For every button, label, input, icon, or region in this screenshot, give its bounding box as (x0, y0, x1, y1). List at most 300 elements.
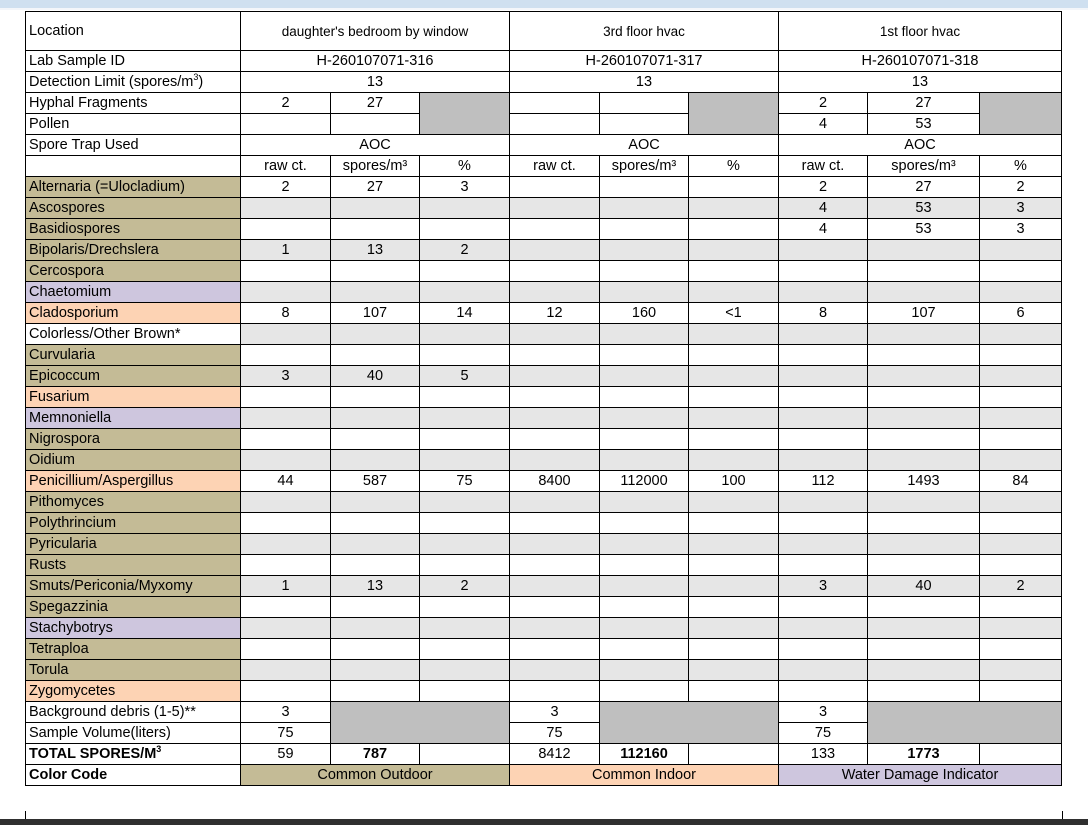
species-value (779, 513, 868, 534)
sample-3-debris: 3 (779, 702, 868, 723)
species-value (980, 618, 1062, 639)
sample-1-debris: 3 (241, 702, 331, 723)
species-value (600, 513, 689, 534)
species-value: 14 (420, 303, 510, 324)
species-value (241, 555, 331, 576)
species-value (868, 660, 980, 681)
species-value (600, 282, 689, 303)
table-row (26, 240, 1062, 261)
sample-1-pct-header: % (420, 156, 510, 177)
species-value (980, 324, 1062, 345)
species-value (868, 261, 980, 282)
species-value: 27 (331, 177, 420, 198)
species-value (779, 429, 868, 450)
species-value (868, 681, 980, 702)
species-name: Oidium (26, 450, 241, 471)
species-value (510, 597, 600, 618)
species-value (868, 429, 980, 450)
species-value (600, 555, 689, 576)
species-value: 107 (331, 303, 420, 324)
top-window-bar-highlight (0, 8, 1088, 10)
species-value (331, 618, 420, 639)
species-value (420, 639, 510, 660)
species-value: 27 (868, 177, 980, 198)
species-value: 107 (868, 303, 980, 324)
top-window-bar (0, 0, 1088, 8)
species-value (980, 408, 1062, 429)
table-row (26, 177, 1062, 198)
species-value (331, 660, 420, 681)
sample-2-total-raw: 8412 (510, 744, 600, 765)
species-name: Tetraploa (26, 639, 241, 660)
species-value (241, 492, 331, 513)
table-row (26, 282, 1062, 303)
species-value (868, 387, 980, 408)
species-value (600, 639, 689, 660)
table-row (26, 534, 1062, 555)
species-value (689, 366, 779, 387)
species-value: 2 (420, 576, 510, 597)
species-value: 2 (420, 240, 510, 261)
species-value (420, 618, 510, 639)
species-value (510, 345, 600, 366)
species-value: 2 (980, 177, 1062, 198)
species-value (689, 240, 779, 261)
species-name: Ascospores (26, 198, 241, 219)
species-value (241, 429, 331, 450)
species-value (779, 366, 868, 387)
sample-2-lab-id: H-260107071-317 (510, 51, 779, 72)
species-value: 53 (868, 198, 980, 219)
species-value (241, 660, 331, 681)
species-name: Smuts/Periconia/Myxomy (26, 576, 241, 597)
species-value (779, 408, 868, 429)
species-value (868, 408, 980, 429)
sample-3-detection-limit: 13 (779, 72, 1062, 93)
species-value: 1493 (868, 471, 980, 492)
legend-water-damage-indicator: Water Damage Indicator (779, 765, 1062, 786)
sample-3-pct-header: % (980, 156, 1062, 177)
sample-1-hyphal-blank (420, 93, 510, 135)
species-value: 40 (331, 366, 420, 387)
sample-1-lab-id: H-260107071-316 (241, 51, 510, 72)
species-value (689, 660, 779, 681)
species-value (600, 576, 689, 597)
legend-common-indoor: Common Indoor (510, 765, 779, 786)
species-value (420, 597, 510, 618)
species-value (868, 555, 980, 576)
species-value (331, 513, 420, 534)
table-row (26, 471, 1062, 492)
species-value (980, 681, 1062, 702)
species-name: Polythrincium (26, 513, 241, 534)
table-row (26, 429, 1062, 450)
species-value (779, 534, 868, 555)
total-spores-label: TOTAL SPORES/$M^3$ (26, 744, 241, 765)
sample-2-debris: 3 (510, 702, 600, 723)
legend-common-outdoor: Common Outdoor (241, 765, 510, 786)
species-value (420, 282, 510, 303)
species-value (600, 618, 689, 639)
species-value (510, 429, 600, 450)
species-value (868, 282, 980, 303)
species-value (241, 198, 331, 219)
species-value (241, 597, 331, 618)
species-value (980, 492, 1062, 513)
species-value (980, 387, 1062, 408)
species-value (689, 429, 779, 450)
sample-2-debris-blank (600, 702, 779, 744)
spore-trap-label: Spore Trap Used (26, 135, 241, 156)
species-value: 4 (779, 219, 868, 240)
species-value: 13 (331, 576, 420, 597)
species-value: 53 (868, 219, 980, 240)
species-value (980, 240, 1062, 261)
species-value (331, 597, 420, 618)
table-row (26, 450, 1062, 471)
background-debris-row (26, 702, 1062, 723)
species-value (600, 681, 689, 702)
species-value (510, 219, 600, 240)
species-value (868, 597, 980, 618)
sample-2-total-spores: 112160 (600, 744, 689, 765)
species-value (331, 219, 420, 240)
species-value: <1 (689, 303, 779, 324)
species-value (510, 534, 600, 555)
table-row (26, 303, 1062, 324)
species-value (779, 261, 868, 282)
table-row (26, 324, 1062, 345)
species-value (510, 198, 600, 219)
sample-2-location: 3rd floor hvac (510, 12, 779, 51)
spore-trap-row (26, 135, 1062, 156)
species-value (331, 492, 420, 513)
table-row (26, 681, 1062, 702)
table-row (26, 597, 1062, 618)
species-value (868, 618, 980, 639)
hyphal-fragments-row (26, 93, 1062, 114)
species-value (689, 681, 779, 702)
color-code-row (26, 765, 1062, 786)
species-value (868, 639, 980, 660)
species-name: Epicoccum (26, 366, 241, 387)
species-value (420, 198, 510, 219)
sample-1-detection-limit: 13 (241, 72, 510, 93)
species-value (331, 261, 420, 282)
species-value (420, 555, 510, 576)
species-name: Basidiospores (26, 219, 241, 240)
species-value (779, 345, 868, 366)
species-value (689, 198, 779, 219)
species-value (420, 408, 510, 429)
sample-2-pollen-raw (510, 114, 600, 135)
species-value: 13 (331, 240, 420, 261)
sample-3-pollen-spores: 53 (868, 114, 980, 135)
species-value (420, 345, 510, 366)
sample-1-pollen-spores (331, 114, 420, 135)
sample-1-total-blank (420, 744, 510, 765)
species-value (689, 513, 779, 534)
sample-3-debris-blank (868, 702, 1062, 744)
sample-1-volume: 75 (241, 723, 331, 744)
species-name: Pyricularia (26, 534, 241, 555)
species-value: 100 (689, 471, 779, 492)
species-value (241, 450, 331, 471)
species-value (779, 660, 868, 681)
species-value (980, 429, 1062, 450)
location-label: Location (26, 12, 241, 51)
species-name: Memnoniella (26, 408, 241, 429)
species-value (600, 198, 689, 219)
column-header-blank (26, 156, 241, 177)
lab-id-row (26, 51, 1062, 72)
sample-2-detection-limit: 13 (510, 72, 779, 93)
sample-3-total-raw: 133 (779, 744, 868, 765)
species-value (689, 492, 779, 513)
species-value (510, 387, 600, 408)
sample-3-hyphal-spores: 27 (868, 93, 980, 114)
species-value (689, 639, 779, 660)
species-value: 1 (241, 240, 331, 261)
species-value: 3 (420, 177, 510, 198)
species-value (689, 219, 779, 240)
species-value: 1 (241, 576, 331, 597)
table-row (26, 660, 1062, 681)
species-value: 75 (420, 471, 510, 492)
sample-1-hyphal-spores: 27 (331, 93, 420, 114)
species-value (241, 387, 331, 408)
species-value (600, 261, 689, 282)
species-value (689, 576, 779, 597)
background-debris-label: Background debris (1-5)** (26, 702, 241, 723)
species-value (241, 408, 331, 429)
species-value (868, 366, 980, 387)
table-row (26, 387, 1062, 408)
species-value (510, 513, 600, 534)
species-value (420, 429, 510, 450)
detection-limit-row (26, 72, 1062, 93)
sample-2-total-blank (689, 744, 779, 765)
sample-1-total-spores: 787 (331, 744, 420, 765)
sample-volume-label: Sample Volume(liters) (26, 723, 241, 744)
sample-2-trap: AOC (510, 135, 779, 156)
sample-2-hyphal-spores (600, 93, 689, 114)
table-row (26, 576, 1062, 597)
species-value: 2 (241, 177, 331, 198)
sample-1-debris-blank (331, 702, 510, 744)
sample-2-hyphal-blank (689, 93, 779, 135)
species-value (331, 450, 420, 471)
lab-id-label: Lab Sample ID (26, 51, 241, 72)
species-value (689, 618, 779, 639)
pollen-row (26, 114, 1062, 135)
species-value (241, 534, 331, 555)
table-row (26, 198, 1062, 219)
species-name: Spegazzinia (26, 597, 241, 618)
species-value: 3 (241, 366, 331, 387)
species-value (331, 198, 420, 219)
species-value: 112 (779, 471, 868, 492)
species-value (779, 492, 868, 513)
species-value (241, 681, 331, 702)
species-value (980, 450, 1062, 471)
species-value (241, 324, 331, 345)
species-value (420, 660, 510, 681)
species-value (600, 408, 689, 429)
species-value: 84 (980, 471, 1062, 492)
species-value (980, 345, 1062, 366)
species-value: 2 (980, 576, 1062, 597)
detection-limit-label: Detection Limit $(spores/m^3)$ (26, 72, 241, 93)
species-value (980, 597, 1062, 618)
species-value (510, 261, 600, 282)
species-value (600, 660, 689, 681)
species-value (510, 240, 600, 261)
species-value (868, 513, 980, 534)
table-row (26, 366, 1062, 387)
species-value (779, 387, 868, 408)
species-value (331, 639, 420, 660)
sample-3-lab-id: H-260107071-318 (779, 51, 1062, 72)
species-value (510, 366, 600, 387)
species-value (331, 534, 420, 555)
sample-3-pollen-raw: 4 (779, 114, 868, 135)
species-value (600, 177, 689, 198)
sample-3-location: 1st floor hvac (779, 12, 1062, 51)
species-value (331, 555, 420, 576)
species-value: 12 (510, 303, 600, 324)
species-value (420, 492, 510, 513)
species-value (510, 324, 600, 345)
species-name: Rusts (26, 555, 241, 576)
species-value (980, 639, 1062, 660)
color-code-label: Color Code (26, 765, 241, 786)
species-value (510, 282, 600, 303)
species-value: 44 (241, 471, 331, 492)
table-row (26, 492, 1062, 513)
species-value: 8400 (510, 471, 600, 492)
table-row (26, 639, 1062, 660)
species-value (331, 408, 420, 429)
species-value (241, 282, 331, 303)
species-value (689, 345, 779, 366)
species-value: 3 (980, 219, 1062, 240)
sample-1-hyphal-raw: 2 (241, 93, 331, 114)
sample-1-spores-header: spores/m³ (331, 156, 420, 177)
species-value: 6 (980, 303, 1062, 324)
species-value (689, 387, 779, 408)
table-row (26, 618, 1062, 639)
species-name: Colorless/Other Brown* (26, 324, 241, 345)
species-value (420, 534, 510, 555)
species-value (241, 639, 331, 660)
sample-2-raw-header: raw ct. (510, 156, 600, 177)
species-value (600, 387, 689, 408)
species-value (600, 450, 689, 471)
sample-1-pollen-raw (241, 114, 331, 135)
species-value (241, 261, 331, 282)
species-name: Fusarium (26, 387, 241, 408)
species-name: Zygomycetes (26, 681, 241, 702)
species-value (980, 261, 1062, 282)
species-value (689, 450, 779, 471)
species-value: 112000 (600, 471, 689, 492)
species-value (331, 387, 420, 408)
species-value (689, 261, 779, 282)
species-value: 5 (420, 366, 510, 387)
species-value (420, 387, 510, 408)
species-name: Curvularia (26, 345, 241, 366)
sample-2-pollen-spores (600, 114, 689, 135)
species-value (980, 534, 1062, 555)
sample-3-hyphal-blank (980, 93, 1062, 135)
species-value (510, 408, 600, 429)
sample-1-total-raw: 59 (241, 744, 331, 765)
sample-2-pct-header: % (689, 156, 779, 177)
species-value (510, 639, 600, 660)
species-value (779, 240, 868, 261)
species-value: 3 (980, 198, 1062, 219)
species-value (331, 681, 420, 702)
species-value (689, 408, 779, 429)
species-value (510, 177, 600, 198)
species-value (600, 219, 689, 240)
sample-3-total-spores: 1773 (868, 744, 980, 765)
species-value (510, 576, 600, 597)
total-spores-row (26, 744, 1062, 765)
species-value (600, 240, 689, 261)
species-value (980, 660, 1062, 681)
species-value (420, 681, 510, 702)
species-value (510, 618, 600, 639)
species-value (420, 261, 510, 282)
species-value (420, 513, 510, 534)
sample-3-hyphal-raw: 2 (779, 93, 868, 114)
species-value (779, 597, 868, 618)
species-value (980, 366, 1062, 387)
species-value (241, 618, 331, 639)
species-value: 160 (600, 303, 689, 324)
species-value (331, 324, 420, 345)
sample-1-trap: AOC (241, 135, 510, 156)
species-value (420, 324, 510, 345)
species-name: Nigrospora (26, 429, 241, 450)
species-value (779, 282, 868, 303)
species-value (779, 450, 868, 471)
species-value (868, 450, 980, 471)
species-value: 8 (241, 303, 331, 324)
species-name: Bipolaris/Drechslera (26, 240, 241, 261)
species-value (980, 555, 1062, 576)
species-value (868, 324, 980, 345)
species-value (980, 282, 1062, 303)
table-row (26, 345, 1062, 366)
table-row (26, 408, 1062, 429)
sample-1-location: daughter's bedroom by window (241, 12, 510, 51)
species-value (689, 534, 779, 555)
species-value: 40 (868, 576, 980, 597)
species-name: Stachybotrys (26, 618, 241, 639)
hyphal-fragments-label: Hyphal Fragments (26, 93, 241, 114)
species-value: 8 (779, 303, 868, 324)
species-value (779, 618, 868, 639)
table-row (26, 513, 1062, 534)
species-value (510, 681, 600, 702)
species-value: 3 (779, 576, 868, 597)
sample-3-volume: 75 (779, 723, 868, 744)
species-value (510, 660, 600, 681)
species-name: Torula (26, 660, 241, 681)
